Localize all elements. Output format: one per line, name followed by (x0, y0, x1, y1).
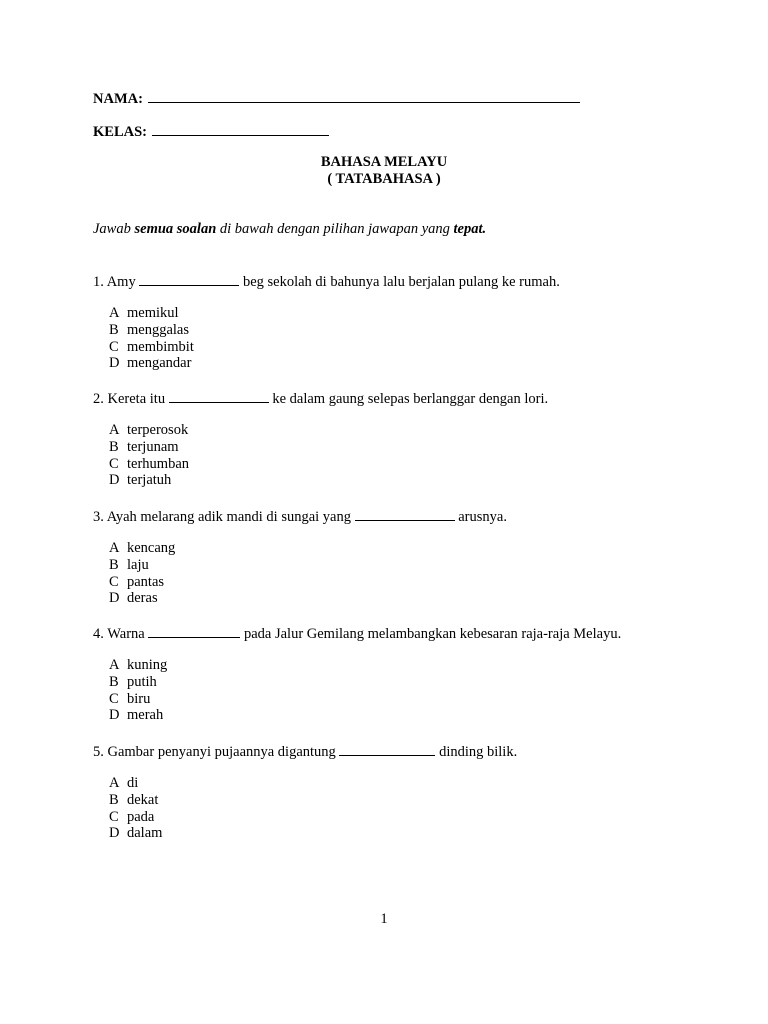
question-4-option-a[interactable]: A kuning (109, 657, 168, 673)
nama-field (93, 88, 580, 108)
page-number: 1 (380, 911, 388, 927)
question-2-option-b[interactable]: B terjunam (109, 438, 179, 455)
question-5 (93, 742, 517, 761)
question-1-option-c[interactable]: C membimbit (109, 338, 194, 355)
question-3 (93, 507, 507, 526)
question-4-options (109, 657, 167, 724)
question-3-options (109, 540, 175, 607)
question-3-blank[interactable] (355, 507, 455, 521)
question-3-option-a[interactable]: A kencang (109, 540, 176, 556)
question-5-blank[interactable] (339, 742, 435, 756)
question-5-options (109, 775, 162, 842)
question-2-options (109, 422, 189, 489)
question-1-option-a[interactable]: A memikul (109, 305, 179, 321)
instruction-part1: Jawab (93, 221, 135, 237)
title-block (0, 154, 768, 188)
kelas-field (93, 121, 329, 141)
instruction-emphasis-2: tepat. (453, 221, 487, 237)
question-5-text-before: 5. Gambar penyanyi pujaannya digantung (93, 744, 340, 760)
question-3-text-before: 3. Ayah melarang adik mandi di sungai yang (93, 509, 355, 525)
question-5-text-after: dinding bilik. (435, 744, 518, 760)
question-2 (93, 389, 548, 408)
title-topic: ( TATABAHASA ) (327, 171, 441, 187)
question-5-option-b[interactable]: B dekat (109, 791, 159, 808)
kelas-label: KELAS: (93, 124, 147, 140)
nama-label: NAMA: (93, 91, 143, 107)
question-5-option-c[interactable]: C pada (109, 808, 155, 825)
question-2-text-before: 2. Kereta itu (93, 391, 169, 407)
question-1 (93, 272, 560, 291)
kelas-blank-line[interactable] (152, 121, 329, 136)
question-3-text-after: arusnya. (454, 509, 507, 525)
question-4-blank[interactable] (148, 624, 240, 638)
question-5-option-d[interactable]: D dalam (109, 825, 163, 842)
question-4-text-before: 4. Warna (93, 626, 149, 642)
question-1-option-b[interactable]: B menggalas (109, 321, 190, 338)
question-1-options (109, 305, 194, 372)
question-4-text-after: pada Jalur Gemilang melambangkan kebesaran raja-raja Melayu. (240, 626, 622, 642)
question-2-text-after: ke dalam gaung selepas berlanggar dengan lori. (268, 391, 549, 407)
question-3-option-b[interactable]: B laju (109, 556, 149, 573)
question-2-option-a[interactable]: A terperosok (109, 422, 189, 438)
question-1-text-before: 1. Amy (93, 274, 140, 290)
nama-blank-line[interactable] (148, 88, 580, 103)
question-1-option-d[interactable]: D mengandar (109, 355, 192, 372)
instruction-emphasis-1: semua soalan (134, 221, 217, 237)
question-2-blank[interactable] (169, 389, 269, 403)
title-subject: BAHASA MELAYU (320, 154, 448, 170)
question-1-blank[interactable] (139, 272, 239, 286)
question-2-option-c[interactable]: C terhumban (109, 455, 190, 472)
question-4-option-d[interactable]: D merah (109, 707, 164, 724)
instruction-text (93, 221, 486, 238)
question-2-option-d[interactable]: D terjatuh (109, 472, 172, 489)
instruction-part3: di bawah dengan pilihan jawapan yang (216, 221, 454, 237)
question-5-option-a[interactable]: A di (109, 775, 139, 791)
question-4-option-c[interactable]: C biru (109, 690, 151, 707)
question-3-option-c[interactable]: C pantas (109, 573, 165, 590)
question-3-option-d[interactable]: D deras (109, 590, 158, 607)
question-4 (93, 624, 621, 643)
question-4-option-b[interactable]: B putih (109, 673, 157, 690)
question-1-text-after: beg sekolah di bahunya lalu berjalan pulang ke rumah. (239, 274, 560, 290)
